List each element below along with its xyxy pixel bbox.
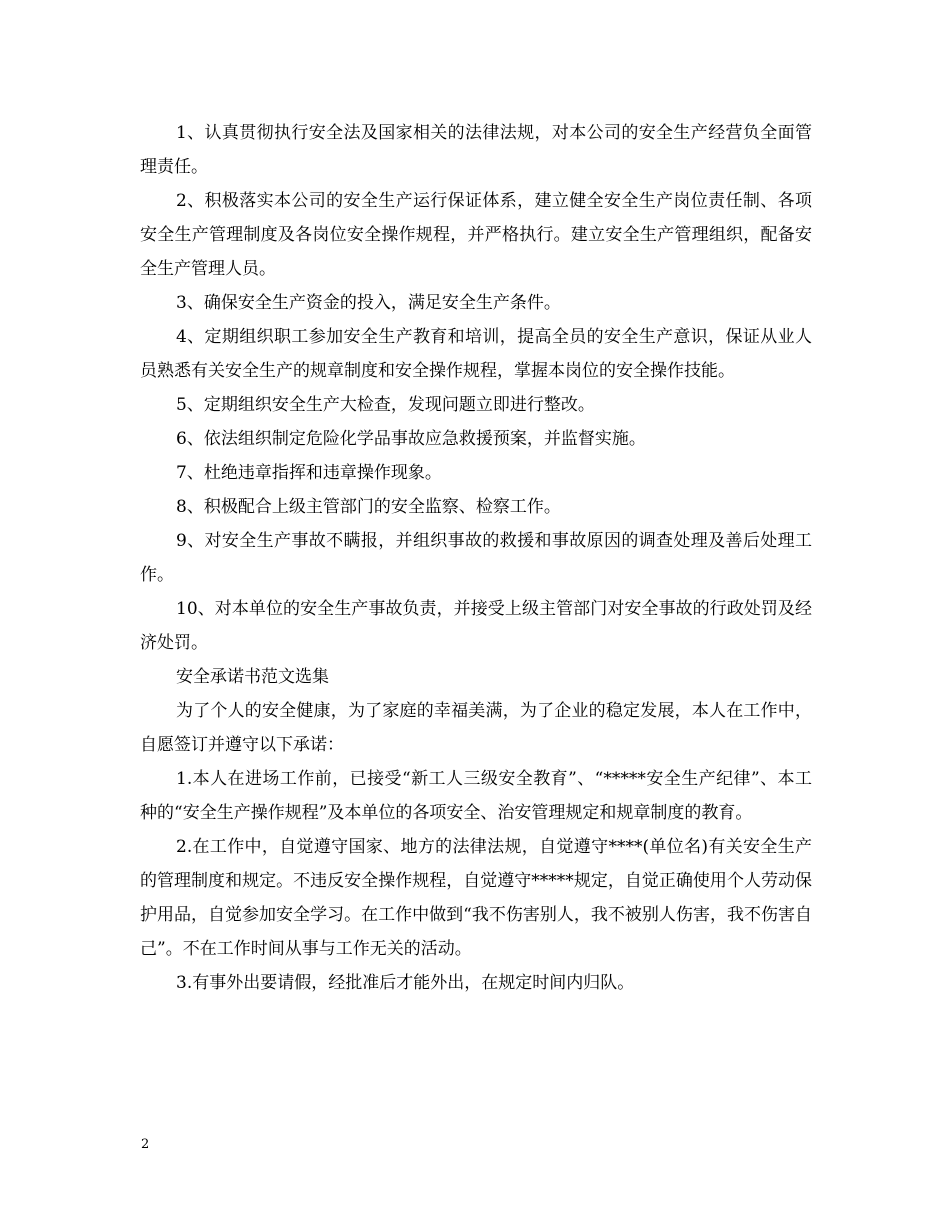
page-number: 2 (141, 1137, 150, 1152)
paragraph-7: 7、杜绝违章指挥和违章操作现象。 (176, 463, 442, 483)
commitment-intro: 为了个人的安全健康，为了家庭的幸福美满，为了企业的稳定发展，本人在工作中，自愿签订并遵守以下承诺： (140, 701, 812, 755)
paragraph-8: 8、积极配合上级主管部门的安全监察、检察工作。 (176, 497, 561, 517)
paragraph-9: 9、对安全生产事故不瞒报，并组织事故的救援和事故原因的调查处理及善后处理工作。 (140, 531, 812, 585)
paragraph-1: 1、认真贯彻执行安全法及国家相关的法律法规，对本公司的安全生产经营负全面管理责任。 (140, 123, 812, 177)
document-body (140, 116, 812, 1000)
commitment-item-2: 2.在工作中，自觉遵守国家、地方的法律法规，自觉遵守****(单位名)有关安全生产的管理制度和规定。不违反安全操作规程，自觉遵守*****规定，自觉正确使用个人劳动保护用品，自觉参加安全学习。在工作中做到“我不伤害别人，我不被别人伤害，我不伤害自己”。不在工作时间从事与工作无关的活动。 (140, 837, 812, 959)
commitment-item-1: 1.本人在进场工作前，已接受“新工人三级安全教育”、“*****安全生产纪律”、本工种的“安全生产操作规程”及本单位的各项安全、治安管理规定和规章制度的教育。 (140, 769, 812, 823)
paragraph-3: 3、确保安全生产资金的投入，满足安全生产条件。 (176, 293, 561, 313)
section-heading: 安全承诺书范文选集 (176, 667, 329, 687)
paragraph-5: 5、定期组织安全生产大检查，发现问题立即进行整改。 (176, 395, 595, 415)
paragraph-6: 6、依法组织制定危险化学品事故应急救援预案，并监督实施。 (176, 429, 646, 449)
paragraph-2: 2、积极落实本公司的安全生产运行保证体系，建立健全安全生产岗位责任制、各项安全生产管理制度及各岗位安全操作规程，并严格执行。建立安全生产管理组织，配备安全生产管理人员。 (140, 191, 812, 279)
paragraph-10: 10、对本单位的安全生产事故负责，并接受上级主管部门对安全事故的行政处罚及经济处罚。 (140, 599, 812, 653)
commitment-item-3: 3.有事外出要请假，经批准后才能外出，在规定时间内归队。 (176, 973, 635, 993)
paragraph-4: 4、定期组织职工参加安全生产教育和培训，提高全员的安全生产意识，保证从业人员熟悉有关安全生产的规章制度和安全操作规程，掌握本岗位的安全操作技能。 (140, 327, 812, 381)
